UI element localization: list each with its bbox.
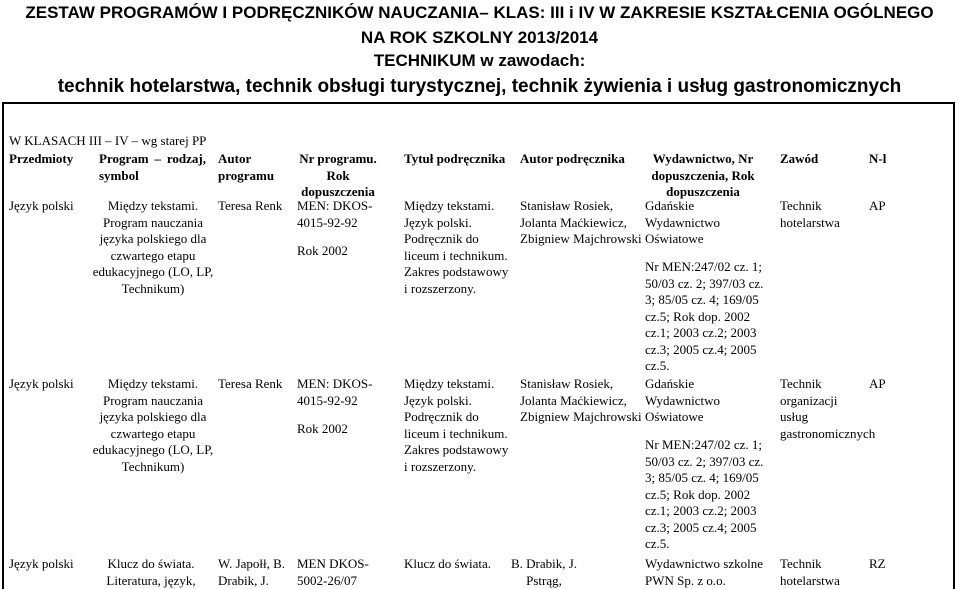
row2-book-author: Stanisław Rosiek, Jolanta Maćkiewicz, Zbigniew Majchrowski (520, 376, 642, 424)
row1-profession: Technik hotelarstwa (780, 198, 840, 230)
school-year-title: NA ROK SZKOLNY 2013/2014 (360, 28, 599, 47)
column-header-publisher: Wydawnictwo, Nr dopuszczenia, Rok dopuszczenia (651, 151, 755, 199)
row1-program: Między tekstami. Program nauczania języka polskiego dla czwartego etapu edukacyjnego (LO, LP, Technikum) (92, 198, 214, 296)
column-header-book-author: Autor podręcznika (520, 151, 625, 166)
row2-subject: Język polski (9, 376, 74, 391)
row2-publisher: Gdańskie Wydawnictwo Oświatowe (645, 376, 721, 424)
row3-book-author: B. Drabik, J. Pstrąg, (510, 556, 578, 588)
document-title: ZESTAW PROGRAMÓW I PODRĘCZNIKÓW NAUCZANIA– KLAS: III i IV W ZAKRESIE KSZTAŁCENIA OGÓLNEGO (25, 3, 934, 22)
row2-profession: Technik organizacji usług gastronomicznych (780, 376, 876, 441)
section-note: W KLASACH III – IV – wg starej PP (9, 133, 207, 148)
row1-year: Rok 2002 (297, 243, 348, 258)
row3-publisher: Wydawnictwo szkolne PWN Sp. z o.o. (645, 556, 763, 588)
column-header-subject: Przedmioty (9, 151, 74, 166)
row1-approval: Nr MEN:247/02 cz. 1; 50/03 cz. 2; 397/03 cz. 3; 85/05 cz. 4; 169/05 cz.5; Rok dop. 2002 cz.1; 2003 cz.2; 2003 cz.3; 2005 cz.4; 2005 cz.5. (645, 259, 764, 373)
row2-year: Rok 2002 (297, 421, 348, 436)
column-header-author: Autor programu (218, 151, 275, 183)
professions-title: technik hotelarstwa, technik obsługi turystycznej, technik żywienia i usług gastronomicznych (57, 76, 902, 97)
row3-author: W. Japołł, B. Drabik, J. (218, 556, 286, 588)
row2-program: Między tekstami. Program nauczania języka polskiego dla czwartego etapu edukacyjnego (LO, LP, Technikum) (92, 376, 214, 474)
column-header-level: N-l (869, 151, 887, 166)
row3-title: Klucz do świata. (404, 556, 492, 571)
column-header-title: Tytuł podręcznika (404, 151, 506, 166)
row2-title: Między tekstami. Język polski. Podręcznik do liceum i technikum. Zakres podstawowy i rozszerzony. (404, 376, 509, 474)
row1-number: MEN: DKOS-4015-92-92 (297, 198, 373, 230)
row3-number: MEN DKOS-5002-26/07 (297, 556, 369, 588)
row1-book-author: Stanisław Rosiek, Jolanta Maćkiewicz, Zbigniew Majchrowski (520, 198, 642, 246)
row2-number: MEN: DKOS-4015-92-92 (297, 376, 373, 408)
row1-level: AP (869, 198, 886, 213)
row1-title: Między tekstami. Język polski. Podręcznik do liceum i technikum. Zakres podstawowy i rozszerzony. (404, 198, 509, 296)
row1-publisher: Gdańskie Wydawnictwo Oświatowe (645, 198, 721, 246)
row2-author: Teresa Renk (218, 376, 283, 391)
column-header-profession: Zawód (780, 151, 819, 166)
row1-subject: Język polski (9, 198, 74, 213)
row1-author: Teresa Renk (218, 198, 283, 213)
row2-approval: Nr MEN:247/02 cz. 1; 50/03 cz. 2; 397/03 cz. 3; 85/05 cz. 4; 169/05 cz.5; Rok dop. 2002 cz.1; 2003 cz.2; 2003 cz.3; 2005 cz.4; 2005 cz.5. (645, 437, 764, 551)
row3-level: RZ (869, 556, 886, 571)
column-header-program: Program – rodzaj, symbol (99, 151, 206, 183)
column-header-number: Nr programu. Rok dopuszczenia (299, 151, 377, 199)
school-type-title: TECHNIKUM w zawodach: (373, 51, 586, 70)
row2-level: AP (869, 376, 886, 391)
row3-profession: Technik hotelarstwa (780, 556, 840, 588)
row3-subject: Język polski (9, 556, 74, 571)
row3-program: Klucz do świata. Literatura, język, (106, 556, 196, 588)
